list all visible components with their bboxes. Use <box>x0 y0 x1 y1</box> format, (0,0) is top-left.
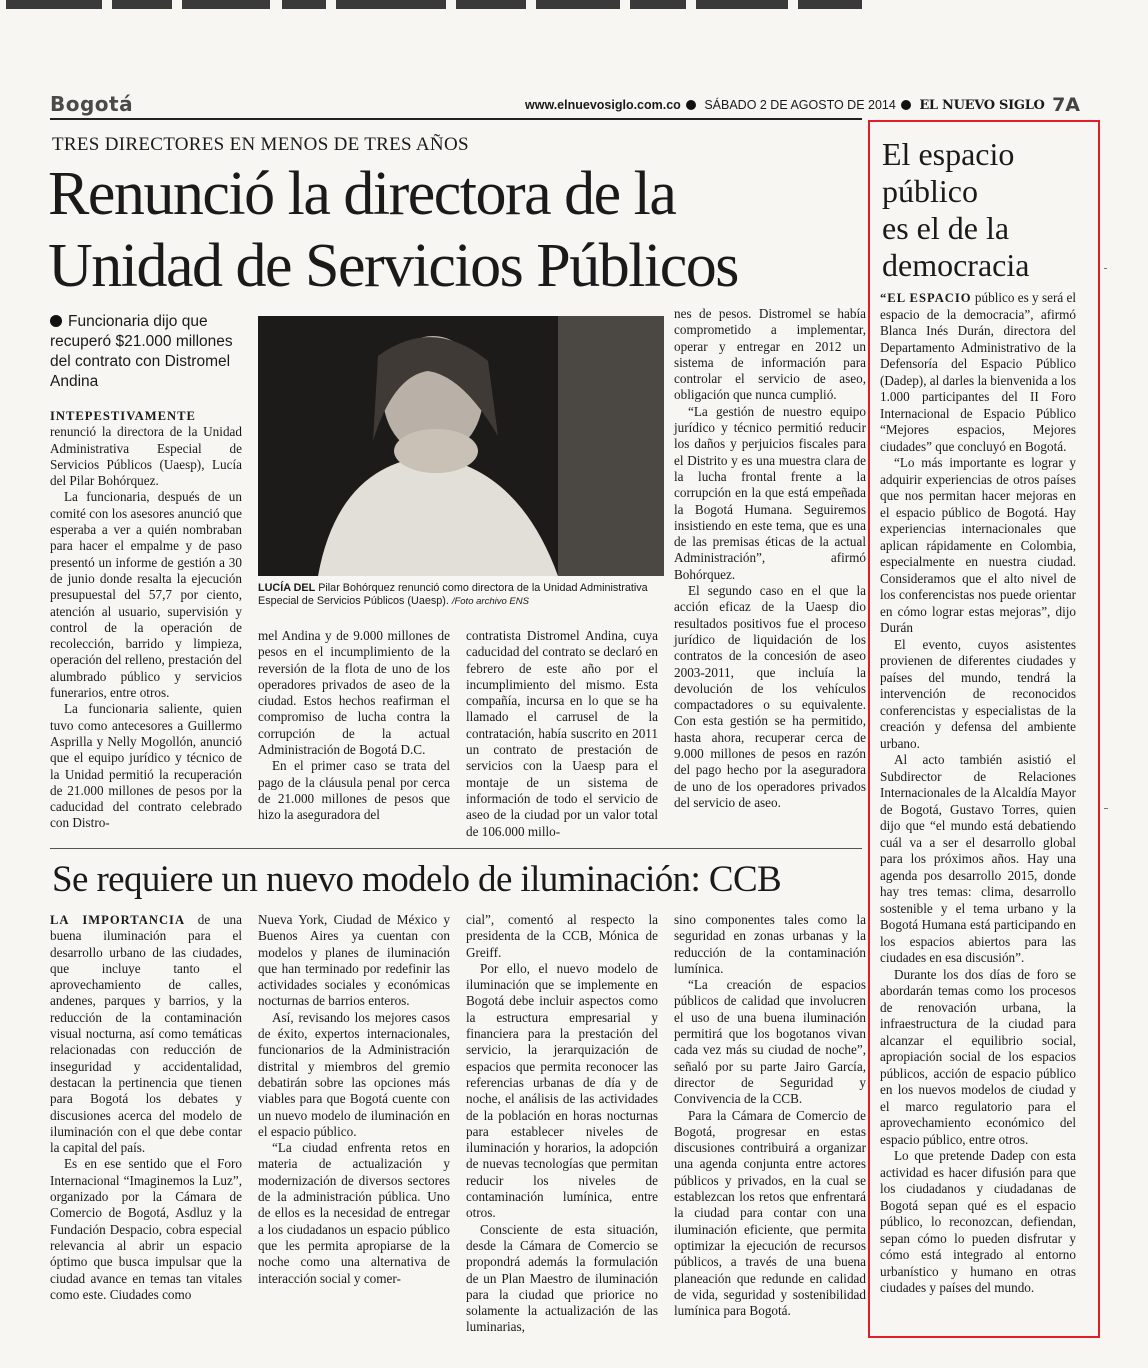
deck-text: Funcionaria dijo que recuperó $21.000 millones del contrato con Distromel Andina <box>50 313 233 390</box>
paragraph: sino componentes tales como la seguridad en zonas urbanas y la reducción de la contaminación lumínica. <box>674 912 866 976</box>
newspaper-logo: EL NUEVO SIGLO <box>919 98 1045 113</box>
caption-lead: LUCÍA DEL <box>258 582 316 594</box>
paragraph: Así, revisando los mejores casos de éxito, expertos internacionales, funcionarios de la Administración distrital y miembros del gremio debatirán sobre las opciones más viables para que Bogotá cuente con un nuevo modelo de iluminación en el espacio público. <box>258 1009 450 1139</box>
title-line: El espacio <box>882 136 1015 172</box>
paragraph <box>880 290 1076 455</box>
paragraph: Consciente de esta situación, desde la Cámara de Comercio se propondrá además la formulación de un Plan Maestro de iluminación para la ciudad que priorice no solamente la actualización de las luminarias, <box>466 1221 658 1335</box>
second-column-1 <box>50 912 242 1303</box>
photo-caption <box>258 582 664 608</box>
lead-caps: “EL ESPACIO <box>880 291 972 305</box>
second-column-4 <box>674 912 866 1319</box>
paragraph: En el primer caso se trata del pago de la cláusula penal por cerca de 21.000 millones de pesos que hizo la aseguradora del <box>258 758 450 823</box>
article-column-2 <box>258 628 450 824</box>
scan-top-strip <box>0 0 1148 14</box>
paragraph: Es en ese sentido que el Foro Internacional “Imaginemos la Luz”, organizado por la Cámara de Comercio de Bogotá, Asdluz y la Fundación Despacio, cobra especial relevancia al abrir un espacio óptimo que busca impulsar que la ciudad avance en temas tan vitales como este. Ciudades como <box>50 1156 242 1302</box>
headline-line: Renunció la directora de la <box>48 160 676 228</box>
article-headline <box>48 158 848 302</box>
paragraph: Para la Cámara de Comercio de Bogotá, progresar en estas discusiones contribuirá a organizar una agenda conjunta entre actores públicos y privados, en la cual se establezcan los retos que enfrentará la ciudad para contar con una iluminación eficiente, que permita optimizar la ejecución de recursos públicos, a través de una buena planeación que redunde en calidad de vida, seguridad y sostenibilidad lumínica para Bogotá. <box>674 1107 866 1319</box>
article-kicker: TRES DIRECTORES EN MENOS DE TRES AÑOS <box>52 134 469 155</box>
title-line: democracia <box>882 247 1030 283</box>
lead-text: de una buena iluminación para el desarrollo urbano de las ciudades, que incluye tanto el aprovechamiento de calles, andenes, parques y barrios, y la reducción de la contaminación visual nocturna, así como temáticas relacionadas con reducción de inseguridad y accidentalidad, destacan la pertinencia que tienen para Bogotá los debates y discusiones acerca del modelo de iluminación con el que debe contar la capital del país. <box>50 912 243 1156</box>
second-article-headline: Se requiere un nuevo modelo de iluminación: CCB <box>52 859 782 900</box>
paragraph <box>50 912 242 1156</box>
site-url: www.elnuevosiglo.com.co <box>525 98 681 112</box>
caption-text: Pilar Bohórquez renunció como directora de la Unidad Administrativa Especial de Servicios Públicos (Uaesp). <box>258 582 648 607</box>
paragraph: La funcionaria, después de un comité con los asesores anunció que esperaba a ver a quién nombraban para hacer el empalme y de paso presentó un informe de gestión a 30 de junio donde resalta la ejecución presupuestal del 57,7 por ciento, atención al usuario, supervisión y control de la operación de recolección, barrido y limpieza, operación del relleno, prestación del alumbrado público y servicios funerarios, entre otros. <box>50 489 242 701</box>
paragraph: nes de pesos. Distromel se había comprometido a implementar, operar y entregar en 2012 un sistema de información para controlar el servicio de aseo, obligación que nunca cumplió. <box>674 306 866 403</box>
second-column-3 <box>466 912 658 1336</box>
bullet-icon <box>50 315 62 327</box>
scan-mark <box>1104 268 1107 269</box>
paragraph: Al acto también asistió el Subdirector de Relaciones Internacionales de la Alcaldía Mayor de Bogotá, Gustavo Torres, quien dijo que “el mundo está debatiendo cuál va a ser el desarrollo global para los próximos años. Hay una agenda pos desarrollo 2015, donde hay tres temas: clima, desarrollo sostenible y el tema urbano y la Bogotá Humana está participando en los espacios abiertos para las ciudades en esa discusión”. <box>880 752 1076 965</box>
paragraph: “La ciudad enfrenta retos en materia de actualización y modernización de diversos sectores de la administración pública. Uno de ellos es la necesidad de entregar a los ciudadanos un espacio público que les permita apropiarse de la noche como una alternativa de interacción social y comer- <box>258 1140 450 1286</box>
paragraph: “La gestión de nuestro equipo jurídico y técnico permitió reducir los daños y perjuicios fiscales para el Distrito y es una muestra clara de la lucha frontal frente a la corrupción en la que está empeñada la Bogotá Humana. Seguiremos insistiendo en este tema, que es una de las premisas éticas de la actual Administración”, afirmó Bohórquez. <box>674 403 866 582</box>
scan-mark <box>1104 808 1108 809</box>
article-column-3 <box>466 628 658 840</box>
paragraph: Nueva York, Ciudad de México y Buenos Aires ya cuentan con modelos y planes de iluminación que han terminado por redefinir las actividades sociales y económicas nocturnas de barrios enteros. <box>258 912 450 1009</box>
section-divider <box>50 848 862 849</box>
article-deck <box>50 312 250 392</box>
article-photo <box>258 316 664 576</box>
sidebar-body <box>880 290 1076 1297</box>
article-column-4 <box>674 306 866 811</box>
paragraph: “La creación de espacios públicos de calidad que involucren el uso de una buena iluminación permitirá que los bogotanos vivan cada vez más su ciudad de noche”, señaló por su parte Jairo García, director de Seguridad y Convivencia de la CCB. <box>674 977 866 1107</box>
paragraph: La funcionaria saliente, quien tuvo como antecesores a Guillermo Asprilla y Nelly Mogollón, anunció que el equipo jurídico y técnico de la Unidad permitió la recuperación de 21.000 millones de pesos por la caducidad del contrato celebrado con Distro- <box>50 701 242 831</box>
paragraph: contratista Distromel Andina, cuya caducidad del contrato se declaró en febrero de este año por el incumplimiento del mismo. Esta compañía, incursa en lo que se ha llamado el carrusel de la contratación, había suscrito en 2011 un contrato de prestación de servicios con la Uaesp para el montaje de un sistema de información de todo el servicio de aseo de la ciudad por un valor total de 106.000 millo- <box>466 628 658 839</box>
bullet-icon <box>686 100 696 110</box>
paragraph: Lo que pretende Dadep con esta actividad es hacer difusión para que los ciudadanos y ciudadanas de Bogotá sepan qué es el espacio público, lo reconozcan, defiendan, sepan cómo lo pueden disfrutar y cómo está integrado al entorno urbanístico y humano en otras ciudades y países del mundo. <box>880 1148 1076 1295</box>
portrait-photo <box>258 316 664 576</box>
photo-credit: /Foto archivo ENS <box>451 596 529 607</box>
title-line: es el de la <box>882 210 1010 246</box>
paragraph: El segundo caso en el que la acción eficaz de la Uaesp dio resultados positivos fue el proceso jurídico de liquidación de los contratos de la concesión de aseo 2003-2011, que incluía la devolución de los vehículos compactadores o su equivalente. Con esta gestión se ha permitido, hasta ahora, recuperar cerca de 9.000 millones de pesos en razón del pago hecho por la aseguradora de uno de los operadores privados del servicio de aseo. <box>674 583 866 810</box>
header-meta <box>525 94 1080 116</box>
paragraph: mel Andina y de 9.000 millones de pesos en el incumplimiento de la reversión de la flota de uno de los operadores privados de aseo de la ciudad. Estos hechos reafirman el compromiso de lucha contra la corrupción de la actual Administración de Bogotá D.C. <box>258 628 450 758</box>
title-line: público <box>882 173 978 209</box>
issue-date: SÁBADO 2 DE AGOSTO DE 2014 <box>704 98 896 112</box>
bullet-icon <box>901 100 911 110</box>
paragraph: El evento, cuyos asistentes provienen de diferentes ciudades y países del mundo, tendrá la intervención de reconocidos conferencistas y especialistas de la creación y defensa del ambiente urbano. <box>880 636 1076 751</box>
headline-line: Unidad de Servicios Públicos <box>48 232 738 300</box>
lead-caps: LA IMPORTANCIA <box>50 913 186 927</box>
paragraph: “Lo más importante es lograr y adquirir experiencias de otros países que nos permitan hacer mejoras en el espacio público de Bogotá. Hay experiencias internacionales que aplican rápidamente en Colombia, especialmente en nuestra ciudad. Consideramos que el alto nivel de los conferencistas nos puede orientar en cómo lograr estas mejoras”, dijo Durán <box>880 455 1076 635</box>
lead-caps: INTEPESTIVAMENTE <box>50 409 196 423</box>
page-header <box>50 92 1080 116</box>
paragraph <box>50 408 242 489</box>
paragraph: Durante los dos días de foro se abordarán temas como los procesos de renovación urbana, la infraestructura de la ciudad para alcanzar el equilibrio social, apropiación social de los espacios públicos, acción de espacio público en los nuevos modelos de ciudad y el marco regulatorio para el aprovechamiento económico del espacio público, entre otros. <box>880 966 1076 1147</box>
article-column-1 <box>50 408 242 832</box>
lead-text: público es y será el espacio de la democracia”, afirmó Blanca Inés Durán, directora del Departamento Administrativo de la Defensoría del Espacio Público (Dadep), al darles la bienvenida a los 1.000 participantes del II Foro Internacional de Espacio Público “Mejores espacios, Mejores ciudades” que concluyó en Bogotá. <box>880 290 1077 454</box>
page-number: 7A <box>1052 94 1080 116</box>
section-title: Bogotá <box>50 92 134 116</box>
sidebar-title <box>882 136 1092 284</box>
lead-text: renunció la directora de la Unidad Administrativa Especial de Servicios Públicos (Uaesp), Lucía del Pilar Bohórquez. <box>50 424 242 489</box>
header-rule <box>50 118 862 120</box>
second-column-2 <box>258 912 450 1287</box>
paragraph: cial”, comentó al respecto la presidenta de la CCB, Mónica de Greiff. <box>466 912 658 960</box>
paragraph: Por ello, el nuevo modelo de iluminación que se implemente en Bogotá debe incluir aspectos como la estructura empresarial y financiera para la prestación del servicio, la jerarquización de espacios que permita reconocer las referencias urbanas de día y de noche, el análisis de las actividades de la población en horas nocturnas para establecer niveles de iluminación y horarios, la adopción de nuevas tecnologías que permitan reducir los niveles de contaminación lumínica, entre otros. <box>466 960 658 1221</box>
